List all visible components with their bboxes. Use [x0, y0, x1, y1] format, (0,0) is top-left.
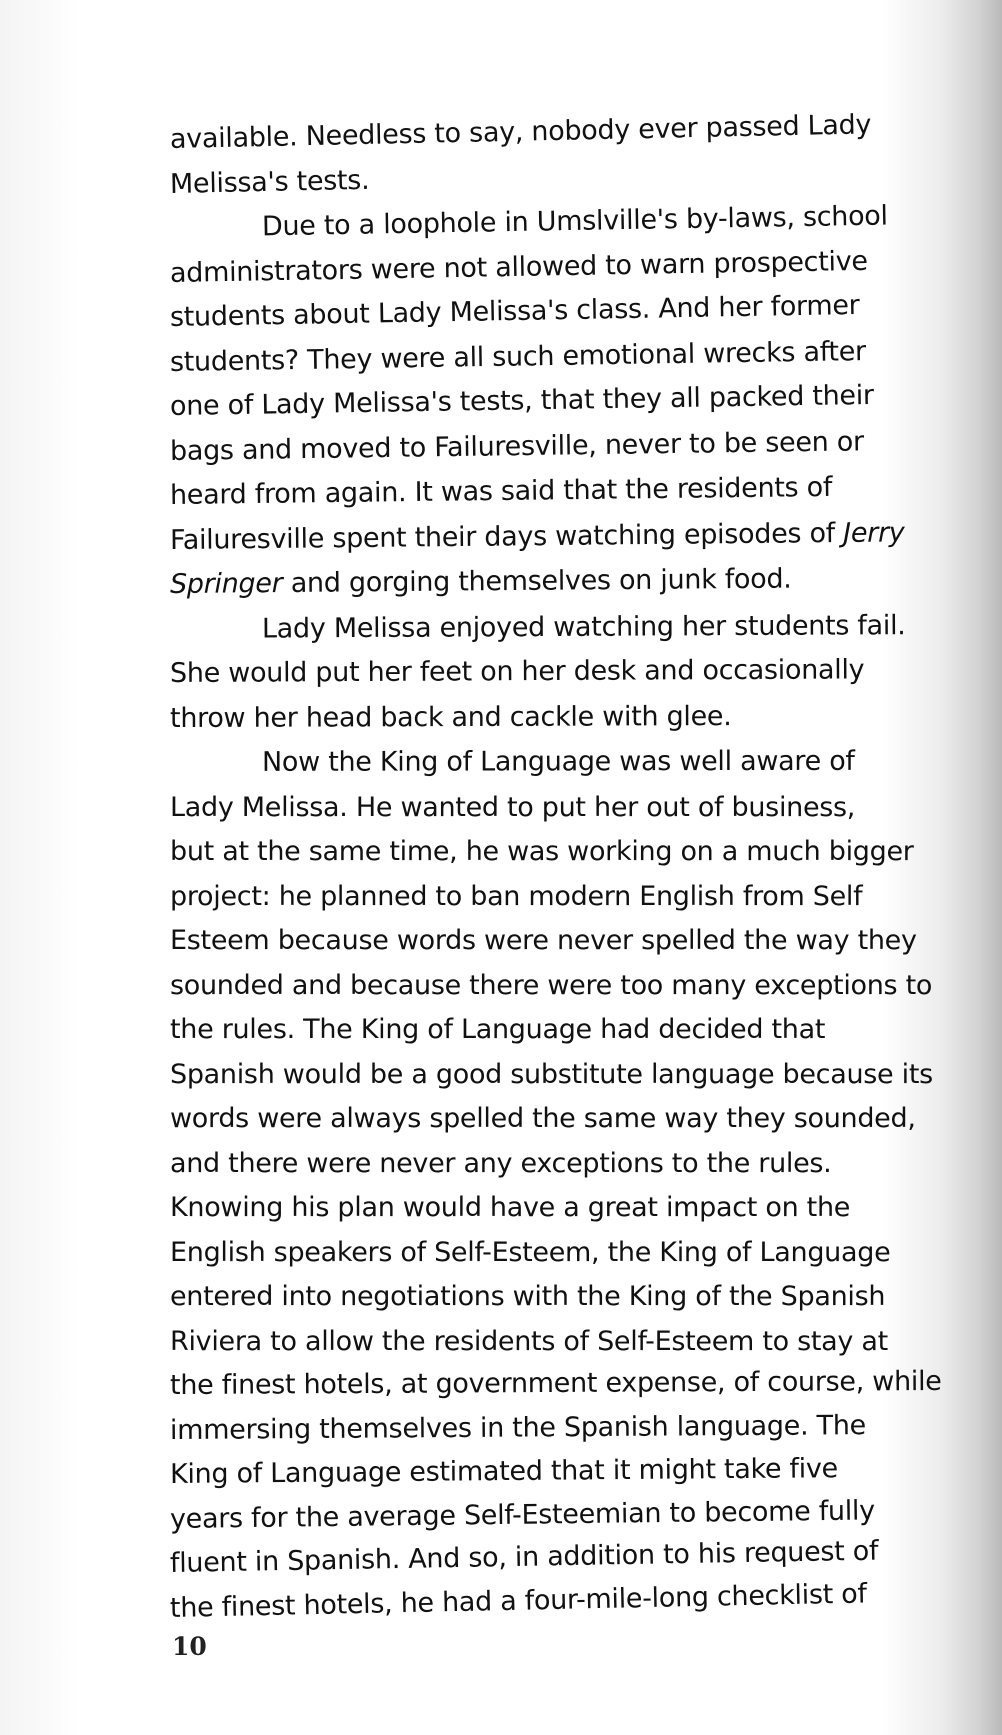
text-line: and there were never any exceptions to the rules. [170, 1147, 832, 1179]
text-line: English speakers of Self-Esteem, the King of Language [170, 1236, 891, 1268]
text-line: project: he planned to ban modern English from Self [170, 880, 863, 912]
text-line: Melissa's tests. [169, 164, 370, 200]
text-line: entered into negotiations with the King of the Spanish [170, 1281, 886, 1312]
text-line: the finest hotels, at government expense, of course, while [169, 1365, 942, 1401]
text-line: available. Needless to say, nobody ever passed Lady [169, 109, 872, 155]
italic-title: Springer [169, 568, 283, 600]
text-line: students about Lady Melissa's class. And her former [169, 289, 860, 333]
text-line: one of Lady Melissa's tests, that they all packed their [169, 379, 874, 422]
text-line: Now the King of Language was well aware of [261, 745, 855, 778]
text-span: and gorging themselves on junk food. [290, 563, 792, 599]
text-line: sounded and because there were too many exceptions to [170, 969, 933, 1001]
text-line: Lady Melissa. He wanted to put her out of business, [170, 791, 856, 823]
text-span: Failuresville spent their days watching episodes of [169, 517, 836, 556]
text-line: but at the same time, he was working on a much bigger [170, 836, 914, 867]
text-line [170, 556, 930, 607]
text-line: students? They were all such emotional wrecks after [169, 335, 867, 378]
text-line: words were always spelled the same way they sounded, [170, 1103, 916, 1134]
text-line: years for the average Self-Esteemian to become fully [169, 1494, 876, 1535]
text-line: Riviera to allow the residents of Self-Esteem to stay at [170, 1325, 888, 1357]
text-line: King of Language estimated that it might take five [169, 1453, 839, 1490]
text-line: administrators were not allowed to warn prospective [169, 245, 868, 289]
text-line: throw her head back and cackle with glee. [169, 700, 732, 734]
text-line: immersing themselves in the Spanish language. The [169, 1409, 867, 1446]
text-line: Esteem because words were never spelled the way they [170, 925, 917, 956]
page-number: 10 [172, 1632, 207, 1661]
text-line: the rules. The King of Language had decided that [170, 1014, 826, 1045]
text-line: Due to a loophole in Umslville's by-laws, school [261, 200, 888, 243]
page-edge-shadow [942, 0, 1002, 1735]
text-line: the finest hotels, he had a four-mile-long checklist of [169, 1577, 867, 1624]
text-line: fluent in Spanish. And so, in addition to his request of [169, 1535, 879, 1579]
text-line: Knowing his plan would have a great impact on the [170, 1192, 851, 1223]
text-line: bags and moved to Failuresville, never to be seen or [169, 425, 864, 467]
text-line: She would put her feet on her desk and occasionally [169, 654, 865, 689]
text-line [170, 511, 930, 563]
italic-title: Jerry [843, 516, 905, 549]
text-line: Lady Melissa enjoyed watching her students fail. [261, 609, 906, 645]
text-line: heard from again. It was said that the residents of [169, 471, 833, 511]
body-text [169, 109, 942, 1631]
text-line: Spanish would be a good substitute language because its [170, 1058, 933, 1090]
